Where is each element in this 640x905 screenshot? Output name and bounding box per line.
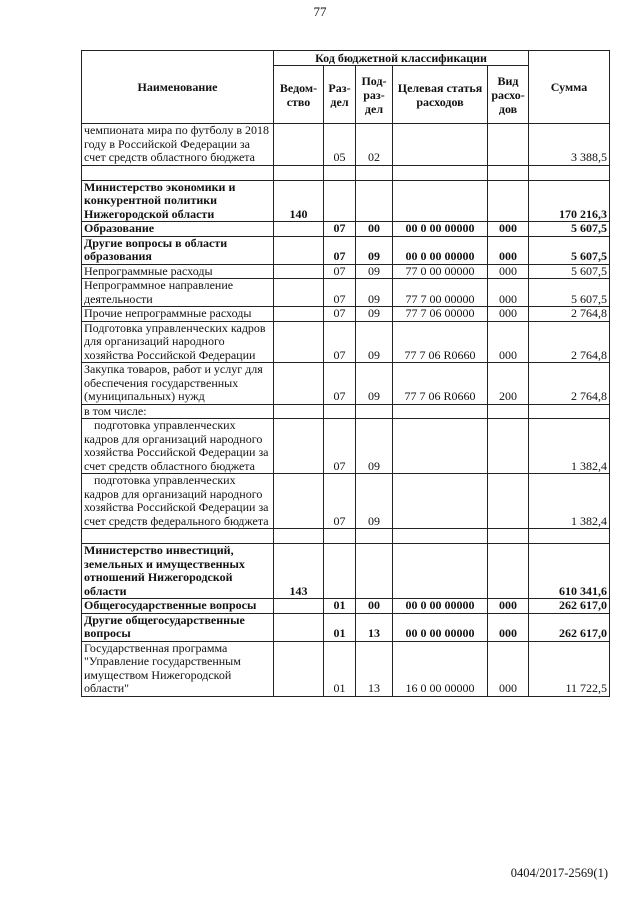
cell-target bbox=[393, 180, 488, 222]
table-row bbox=[82, 641, 610, 696]
cell-name: Подготовка управленческих кадров для организаций народного хозяйства Российской Федерации bbox=[82, 321, 274, 363]
cell-amount: 610 341,6 bbox=[529, 544, 610, 599]
empty-cell bbox=[488, 165, 529, 180]
cell-dept bbox=[274, 641, 324, 696]
table-row bbox=[82, 544, 610, 599]
cell-amount: 2 764,8 bbox=[529, 363, 610, 405]
cell-sub: 00 bbox=[356, 599, 393, 614]
cell-dept bbox=[274, 599, 324, 614]
cell-amount: 5 607,5 bbox=[529, 264, 610, 279]
cell-amount: 11 722,5 bbox=[529, 641, 610, 696]
cell-dept bbox=[274, 321, 324, 363]
header-target: Целевая статья расходов bbox=[393, 66, 488, 124]
table-row bbox=[82, 474, 610, 529]
cell-type bbox=[488, 419, 529, 474]
cell-type: 000 bbox=[488, 264, 529, 279]
cell-dept: 143 bbox=[274, 544, 324, 599]
cell-type bbox=[488, 544, 529, 599]
cell-target: 77 0 00 00000 bbox=[393, 264, 488, 279]
cell-dept bbox=[274, 307, 324, 322]
table-row bbox=[82, 264, 610, 279]
cell-sec: 07 bbox=[324, 474, 356, 529]
cell-sec: 07 bbox=[324, 264, 356, 279]
cell-dept bbox=[274, 264, 324, 279]
cell-name-text: подготовка управленческих кадров для организаций народного хозяйства Российской Федерации за счет средств федерального бюджета bbox=[84, 473, 269, 528]
cell-amount: 5 607,5 bbox=[529, 222, 610, 237]
cell-sec: 05 bbox=[324, 124, 356, 166]
cell-sec: 01 bbox=[324, 613, 356, 641]
cell-type bbox=[488, 474, 529, 529]
header-code-group: Код бюджетной классификации bbox=[274, 51, 529, 66]
cell-sub: 09 bbox=[356, 419, 393, 474]
cell-target: 77 7 06 00000 bbox=[393, 307, 488, 322]
cell-name bbox=[82, 474, 274, 529]
header-subsection: Под-раз-дел bbox=[356, 66, 393, 124]
cell-name: Министерство инвестиций, земельных и имущественных отношений Нижегородской области bbox=[82, 544, 274, 599]
cell-type: 000 bbox=[488, 307, 529, 322]
empty-cell bbox=[82, 529, 274, 544]
header-amount: Сумма bbox=[529, 51, 610, 124]
cell-sub: 00 bbox=[356, 222, 393, 237]
table-row bbox=[82, 599, 610, 614]
empty-cell bbox=[529, 529, 610, 544]
cell-type: 000 bbox=[488, 222, 529, 237]
header-name: Наименование bbox=[82, 51, 274, 124]
cell-sub bbox=[356, 544, 393, 599]
empty-cell bbox=[356, 529, 393, 544]
cell-amount: 170 216,3 bbox=[529, 180, 610, 222]
cell-sec: 07 bbox=[324, 222, 356, 237]
cell-amount: 2 764,8 bbox=[529, 321, 610, 363]
cell-amount: 5 607,5 bbox=[529, 279, 610, 307]
cell-name: Прочие непрограммные расходы bbox=[82, 307, 274, 322]
cell-sec: 01 bbox=[324, 599, 356, 614]
cell-sub: 02 bbox=[356, 124, 393, 166]
cell-sec: 07 bbox=[324, 236, 356, 264]
table-row bbox=[82, 124, 610, 166]
cell-sec: 07 bbox=[324, 307, 356, 322]
cell-target: 00 0 00 00000 bbox=[393, 599, 488, 614]
header-section: Раз-дел bbox=[324, 66, 356, 124]
cell-name: Государственная программа "Управление государственным имуществом Нижегородской области" bbox=[82, 641, 274, 696]
empty-cell bbox=[393, 165, 488, 180]
cell-type: 000 bbox=[488, 321, 529, 363]
document-code: 0404/2017-2569(1) bbox=[510, 866, 608, 880]
cell-sec: 01 bbox=[324, 641, 356, 696]
cell-sub: 09 bbox=[356, 474, 393, 529]
cell-name-text: подготовка управленческих кадров для организаций народного хозяйства Российской Федерации за счет средств областного бюджета bbox=[84, 418, 269, 473]
table-row bbox=[82, 419, 610, 474]
table-row bbox=[82, 404, 610, 419]
page-number: 77 bbox=[313, 4, 327, 19]
cell-dept bbox=[274, 222, 324, 237]
empty-cell bbox=[82, 165, 274, 180]
table-row bbox=[82, 321, 610, 363]
cell-amount: 3 388,5 bbox=[529, 124, 610, 166]
cell-sec: 07 bbox=[324, 419, 356, 474]
cell-dept bbox=[274, 474, 324, 529]
cell-sub: 09 bbox=[356, 321, 393, 363]
cell-target bbox=[393, 419, 488, 474]
cell-dept bbox=[274, 419, 324, 474]
cell-sub: 13 bbox=[356, 613, 393, 641]
spacer-row bbox=[82, 165, 610, 180]
cell-type: 000 bbox=[488, 613, 529, 641]
cell-target: 77 7 06 R0660 bbox=[393, 321, 488, 363]
cell-type bbox=[488, 404, 529, 419]
cell-amount: 262 617,0 bbox=[529, 613, 610, 641]
cell-name: чемпионата мира по футболу в 2018 году в Российской Федерации за счет средств областного бюджета bbox=[82, 124, 274, 166]
spacer-row bbox=[82, 529, 610, 544]
cell-sec: 07 bbox=[324, 363, 356, 405]
cell-type: 000 bbox=[488, 279, 529, 307]
cell-name: Непрограммные расходы bbox=[82, 264, 274, 279]
cell-dept bbox=[274, 236, 324, 264]
cell-amount bbox=[529, 404, 610, 419]
cell-sub: 13 bbox=[356, 641, 393, 696]
cell-name: Другие общегосударственные вопросы bbox=[82, 613, 274, 641]
cell-name: Образование bbox=[82, 222, 274, 237]
cell-sub: 09 bbox=[356, 279, 393, 307]
cell-sub: 09 bbox=[356, 264, 393, 279]
cell-target bbox=[393, 404, 488, 419]
table-row bbox=[82, 279, 610, 307]
header-expense-type: Вид расхо-дов bbox=[488, 66, 529, 124]
cell-amount: 1 382,4 bbox=[529, 474, 610, 529]
empty-cell bbox=[393, 529, 488, 544]
cell-dept bbox=[274, 613, 324, 641]
cell-sub: 09 bbox=[356, 307, 393, 322]
cell-name: Закупка товаров, работ и услуг для обеспечения государственных (муниципальных) нужд bbox=[82, 363, 274, 405]
cell-target: 77 7 00 00000 bbox=[393, 279, 488, 307]
cell-name: в том числе: bbox=[82, 404, 274, 419]
cell-sub bbox=[356, 404, 393, 419]
empty-cell bbox=[488, 529, 529, 544]
cell-amount: 2 764,8 bbox=[529, 307, 610, 322]
header-department: Ведом-ство bbox=[274, 66, 324, 124]
cell-sec bbox=[324, 404, 356, 419]
cell-amount: 262 617,0 bbox=[529, 599, 610, 614]
cell-target: 16 0 00 00000 bbox=[393, 641, 488, 696]
cell-type: 000 bbox=[488, 599, 529, 614]
cell-sec: 07 bbox=[324, 279, 356, 307]
table-row bbox=[82, 363, 610, 405]
cell-type: 000 bbox=[488, 641, 529, 696]
cell-target: 00 0 00 00000 bbox=[393, 613, 488, 641]
cell-type: 200 bbox=[488, 363, 529, 405]
cell-amount: 5 607,5 bbox=[529, 236, 610, 264]
table-row bbox=[82, 180, 610, 222]
cell-dept bbox=[274, 363, 324, 405]
cell-type: 000 bbox=[488, 236, 529, 264]
cell-type bbox=[488, 124, 529, 166]
cell-dept: 140 bbox=[274, 180, 324, 222]
cell-dept bbox=[274, 279, 324, 307]
cell-sec bbox=[324, 180, 356, 222]
table-row bbox=[82, 236, 610, 264]
empty-cell bbox=[529, 165, 610, 180]
cell-sec bbox=[324, 544, 356, 599]
cell-name: Общегосударственные вопросы bbox=[82, 599, 274, 614]
empty-cell bbox=[274, 165, 324, 180]
cell-target: 00 0 00 00000 bbox=[393, 236, 488, 264]
table-row bbox=[82, 307, 610, 322]
cell-target: 77 7 06 R0660 bbox=[393, 363, 488, 405]
empty-cell bbox=[324, 165, 356, 180]
cell-dept bbox=[274, 404, 324, 419]
cell-target bbox=[393, 544, 488, 599]
table-row bbox=[82, 222, 610, 237]
cell-name: Другие вопросы в области образования bbox=[82, 236, 274, 264]
empty-cell bbox=[324, 529, 356, 544]
empty-cell bbox=[356, 165, 393, 180]
cell-type bbox=[488, 180, 529, 222]
cell-sec: 07 bbox=[324, 321, 356, 363]
cell-target bbox=[393, 124, 488, 166]
cell-name: Министерство экономики и конкурентной политики Нижегородской области bbox=[82, 180, 274, 222]
cell-target: 00 0 00 00000 bbox=[393, 222, 488, 237]
table-row bbox=[82, 613, 610, 641]
cell-sub: 09 bbox=[356, 236, 393, 264]
cell-sub bbox=[356, 180, 393, 222]
budget-table bbox=[81, 50, 610, 697]
cell-amount: 1 382,4 bbox=[529, 419, 610, 474]
cell-dept bbox=[274, 124, 324, 166]
cell-name bbox=[82, 419, 274, 474]
cell-target bbox=[393, 474, 488, 529]
table-body bbox=[82, 124, 610, 697]
cell-sub: 09 bbox=[356, 363, 393, 405]
empty-cell bbox=[274, 529, 324, 544]
cell-name: Непрограммное направление деятельности bbox=[82, 279, 274, 307]
